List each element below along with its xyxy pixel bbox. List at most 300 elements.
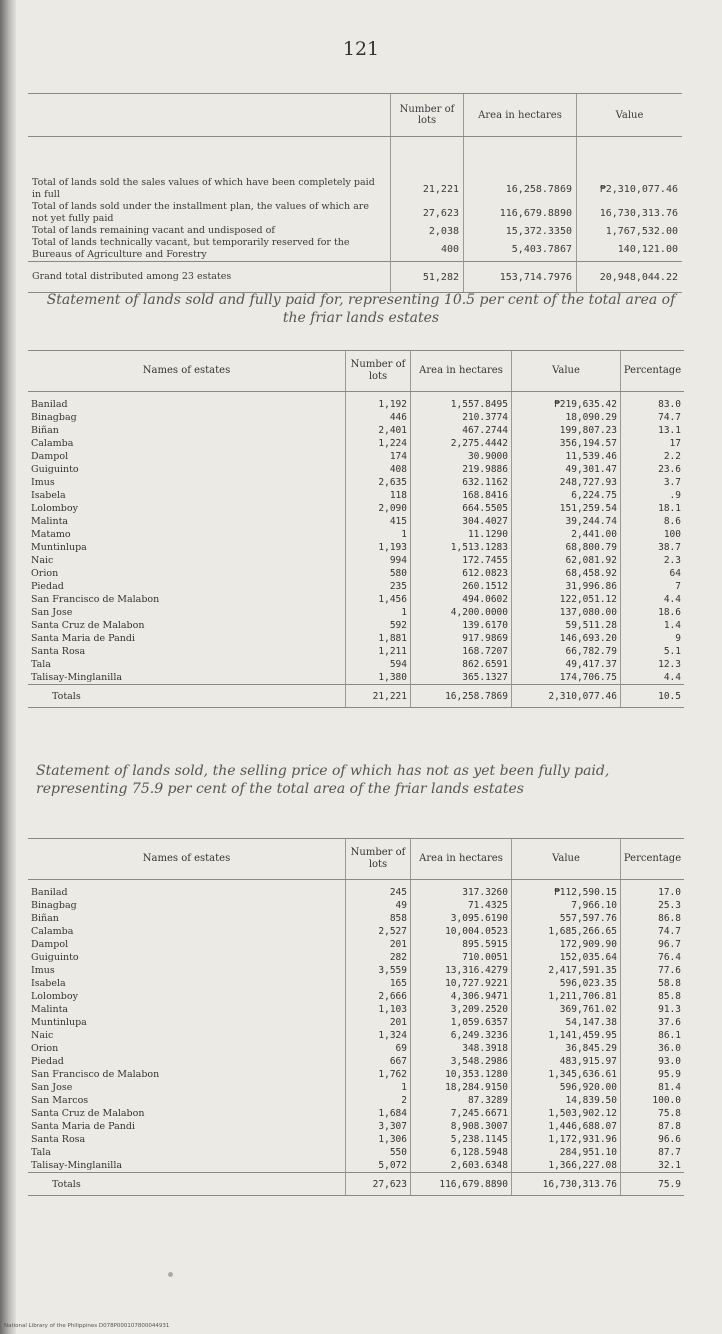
estate-row [28,1094,684,1107]
estate-value: 282 [346,951,411,964]
estate-value: 100 [621,528,685,541]
estate-row [28,580,684,593]
estate-name: Orion [31,568,59,579]
estate-value: 201 [346,938,411,951]
estate-value: 408 [346,463,411,476]
estate-value: 6,224.75 [512,489,621,502]
summary-row-lots: 2,038 [391,225,464,237]
estate-value: 146,693.20 [512,632,621,645]
estate-row [28,1029,684,1042]
estate-value: 91.3 [621,1003,685,1016]
estate-value: 66,782.79 [512,645,621,658]
estate-value: 68,458.92 [512,567,621,580]
estate-value: 1,513.1283 [411,541,512,554]
estate-name: Dampol [31,939,69,950]
estate-name: Lolomboy [31,503,78,514]
estate-value: 260.1512 [411,580,512,593]
estate-value: 96.6 [621,1133,685,1146]
estate-name: Santa Maria de Pandi [31,633,136,644]
estate-value: 87.7 [621,1146,685,1159]
estate-value: 1,762 [346,1068,411,1081]
summary-row-value: 140,121.00 [577,237,683,262]
estate-name: Lolomboy [31,991,78,1002]
estate-row [28,489,684,502]
estate-value: 74.7 [621,925,685,938]
estate-value: 1 [346,1081,411,1094]
estate-value: 550 [346,1146,411,1159]
estate-value: 10,727.9221 [411,977,512,990]
estate-name: Dampol [31,451,69,462]
estate-name: Matamo [31,529,71,540]
estate-value: 64 [621,567,685,580]
estate-name: Isabela [31,978,66,989]
grand-total-lots: 51,282 [391,262,464,293]
estate-value: 199,807.23 [512,424,621,437]
grand-total-label: Grand total distributed among 23 estates [28,262,391,293]
estate-value: 10,353.1280 [411,1068,512,1081]
estate-value: 168.8416 [411,489,512,502]
statement1-header-cell: Percentage [621,351,685,392]
estate-name: San Francisco de Malabon [31,1069,160,1080]
estate-row [28,463,684,476]
estate-value: 87.8 [621,1120,685,1133]
estate-row [28,912,684,925]
estate-value: ₱219,635.42 [512,392,621,412]
summary-row-area: 16,258.7869 [464,137,577,202]
estate-value: 612.0823 [411,567,512,580]
estate-value: 17 [621,437,685,450]
estate-value: 122,051.12 [512,593,621,606]
estate-value: 594 [346,658,411,671]
estate-value: 2,635 [346,476,411,489]
estate-row [28,502,684,515]
estate-value: 245 [346,880,411,900]
estate-value: 59,511.28 [512,619,621,632]
statement2-title: Statement of lands sold, the selling price of which has not as yet been fully paid, representing 75.9 per cent of the total area of the friar lands estates [36,763,610,797]
estate-value: 5,072 [346,1159,411,1173]
totals-value: 2,310,077.46 [512,685,621,708]
estate-value: 5,238.1145 [411,1133,512,1146]
estate-value: 1,211,706.81 [512,990,621,1003]
estate-value: 248,727.93 [512,476,621,489]
estate-value: 7,966.10 [512,899,621,912]
estate-value: 11.1290 [411,528,512,541]
estate-value: 75.8 [621,1107,685,1120]
estate-value: 36.0 [621,1042,685,1055]
estate-value: 3,095.6190 [411,912,512,925]
summary-row-value: 1,767,532.00 [577,225,683,237]
estate-value: 994 [346,554,411,567]
statement1-header-cell: Number of lots [346,351,411,392]
estate-name: Guiguinto [31,952,79,963]
estate-value: 100.0 [621,1094,685,1107]
statement1-table [28,350,684,708]
estate-name: San Marcos [31,1095,89,1106]
summary-row-label: Total of lands sold under the installment plan, the values of which are not yet fully paid [32,201,369,224]
summary-row-lots: 27,623 [391,201,464,225]
estate-value: 172.7455 [411,554,512,567]
totals-label: Totals [28,685,346,708]
estate-row [28,392,684,412]
estate-value: 1,172,931.96 [512,1133,621,1146]
estate-value: 2,275.4442 [411,437,512,450]
estate-row [28,593,684,606]
estate-value: 8,908.3007 [411,1120,512,1133]
summary-header-lots: Number of lots [391,94,464,137]
estate-name: Muntinlupa [31,542,87,553]
estate-row [28,567,684,580]
estate-value: 3,559 [346,964,411,977]
estate-row [28,1055,684,1068]
estate-value: 2,527 [346,925,411,938]
estate-value: 32.1 [621,1159,685,1173]
estate-value: 8.6 [621,515,685,528]
summary-row-label: Total of lands remaining vacant and undisposed of [32,225,275,236]
estate-value: 3,307 [346,1120,411,1133]
estate-value: 710.0051 [411,951,512,964]
estate-value: 93.0 [621,1055,685,1068]
estate-value: 483,915.97 [512,1055,621,1068]
totals-value: 10.5 [621,685,685,708]
estate-value: 5.1 [621,645,685,658]
estate-value: 1 [346,606,411,619]
estate-value: 165 [346,977,411,990]
estate-value: 86.1 [621,1029,685,1042]
estate-value: 76.4 [621,951,685,964]
estate-value: 49,301.47 [512,463,621,476]
estate-value: 13.1 [621,424,685,437]
estate-row [28,554,684,567]
estate-value: 74.7 [621,411,685,424]
estate-value: 62,081.92 [512,554,621,567]
estate-value: 174,706.75 [512,671,621,685]
estate-value: 69 [346,1042,411,1055]
estate-value: 83.0 [621,392,685,412]
estate-name: San Jose [31,1082,73,1093]
summary-row-lots: 21,221 [391,137,464,202]
estate-value: 1,193 [346,541,411,554]
statement2-header-cell: Area in hectares [411,839,512,880]
estate-row [28,671,684,685]
estate-value: 1,324 [346,1029,411,1042]
estate-value: 369,761.02 [512,1003,621,1016]
estate-name: Biñan [31,425,59,436]
estate-value: 30.9000 [411,450,512,463]
estate-value: 4.4 [621,671,685,685]
estate-value: 1.4 [621,619,685,632]
estate-value: 58.8 [621,977,685,990]
estate-value: 10,004.0523 [411,925,512,938]
estate-row [28,1081,684,1094]
statement2-header-cell: Value [512,839,621,880]
estate-value: 23.6 [621,463,685,476]
estate-value: 17.0 [621,880,685,900]
summary-row-value: 16,730,313.76 [577,201,683,225]
estate-name: Orion [31,1043,59,1054]
estate-name: San Francisco de Malabon [31,594,160,605]
summary-grand-total-row [28,262,682,293]
estate-name: Binagbag [31,412,77,423]
estate-value: 96.7 [621,938,685,951]
estate-row [28,606,684,619]
estate-row [28,1003,684,1016]
summary-row [28,237,682,262]
estate-row [28,899,684,912]
estate-value: 13,316.4279 [411,964,512,977]
estate-name: Piedad [31,1056,64,1067]
estate-row [28,1068,684,1081]
estate-row [28,450,684,463]
estate-name: Banilad [31,399,68,410]
estate-value: 174 [346,450,411,463]
estate-row [28,977,684,990]
estate-row [28,964,684,977]
estate-value: 1,881 [346,632,411,645]
estate-name: Santa Rosa [31,1134,86,1145]
estate-name: Santa Cruz de Malabon [31,620,145,631]
estate-name: Talisay-Minglanilla [31,672,123,683]
estate-value: 2,441.00 [512,528,621,541]
totals-label: Totals [28,1173,346,1196]
statement1-header-row [28,351,684,392]
estate-name: Calamba [31,438,74,449]
estate-value: 1,211 [346,645,411,658]
estate-value: 862.6591 [411,658,512,671]
estate-value: .9 [621,489,685,502]
estate-value: 2,401 [346,424,411,437]
estate-value: 365.1327 [411,671,512,685]
estate-value: 1,192 [346,392,411,412]
estate-value: 168.7207 [411,645,512,658]
totals-value: 16,258.7869 [411,685,512,708]
estate-value: 1,141,459.95 [512,1029,621,1042]
estate-row [28,476,684,489]
statement2-table [28,838,684,1196]
estate-value: 36,845.29 [512,1042,621,1055]
estate-value: 1,685,266.65 [512,925,621,938]
summary-header-value: Value [577,94,683,137]
estate-value: 1,345,636.61 [512,1068,621,1081]
estate-name: Calamba [31,926,74,937]
estate-value: 667 [346,1055,411,1068]
estate-value: 139.6170 [411,619,512,632]
estate-row [28,541,684,554]
estate-value: 18.1 [621,502,685,515]
statement2-totals-row [28,1173,684,1196]
estate-value: 348.3918 [411,1042,512,1055]
estate-value: 1,446,688.07 [512,1120,621,1133]
estate-value: 3,209.2520 [411,1003,512,1016]
statement1-title: Statement of lands sold and fully paid for, representing 10.5 per cent of the total area of the friar lands estates [46,292,676,326]
estate-name: Imus [31,965,55,976]
estate-row [28,880,684,900]
estate-row [28,658,684,671]
summary-row-label: Total of lands sold the sales values of which have been completely paid in full [32,177,375,200]
statement2-header-cell: Percentage [621,839,685,880]
estate-value: 2,417,591.35 [512,964,621,977]
estate-value: 9 [621,632,685,645]
estate-value: 25.3 [621,899,685,912]
estate-value: 31,996.86 [512,580,621,593]
estate-value: 1,456 [346,593,411,606]
estate-value: 415 [346,515,411,528]
estate-value: 1,103 [346,1003,411,1016]
statement2-header-cell: Number of lots [346,839,411,880]
estate-name: Malinta [31,516,69,527]
estate-value: 172,909.90 [512,938,621,951]
estate-value: 201 [346,1016,411,1029]
estate-value: 1,684 [346,1107,411,1120]
estate-row [28,645,684,658]
estate-row [28,632,684,645]
estate-value: 596,023.35 [512,977,621,990]
estate-name: Banilad [31,887,68,898]
estate-value: 14,839.50 [512,1094,621,1107]
totals-value: 116,679.8890 [411,1173,512,1196]
estate-value: 4,306.9471 [411,990,512,1003]
estate-name: Biñan [31,913,59,924]
estate-value: 580 [346,567,411,580]
estate-value: 664.5505 [411,502,512,515]
estate-value: 39,244.74 [512,515,621,528]
summary-header-blank [28,94,391,137]
estate-value: 219.9886 [411,463,512,476]
estate-value: 1,224 [346,437,411,450]
estate-name: Binagbag [31,900,77,911]
estate-row [28,1042,684,1055]
estate-name: Muntinlupa [31,1017,87,1028]
estate-value: 6,128.5948 [411,1146,512,1159]
totals-value: 16,730,313.76 [512,1173,621,1196]
estate-value: 2.2 [621,450,685,463]
estate-value: 632.1162 [411,476,512,489]
estate-name: Piedad [31,581,64,592]
estate-name: Talisay-Minglanilla [31,1160,123,1171]
estate-value: 118 [346,489,411,502]
estate-value: 446 [346,411,411,424]
estate-row [28,951,684,964]
statement1-header-cell: Area in hectares [411,351,512,392]
estate-row [28,619,684,632]
estate-value: 356,194.57 [512,437,621,450]
estate-row [28,925,684,938]
estate-value: 596,920.00 [512,1081,621,1094]
grand-total-area: 153,714.7976 [464,262,577,293]
estate-value: 2,603.6348 [411,1159,512,1173]
estate-value: ₱112,590.15 [512,880,621,900]
estate-value: 37.6 [621,1016,685,1029]
estate-row [28,1146,684,1159]
summary-table [28,93,682,293]
summary-row [28,137,682,202]
estate-value: 18,090.29 [512,411,621,424]
statement1-header-cell: Value [512,351,621,392]
estate-value: 2 [346,1094,411,1107]
estate-value: 210.3774 [411,411,512,424]
summary-row-lots: 400 [391,237,464,262]
estate-value: 81.4 [621,1081,685,1094]
estate-name: Malinta [31,1004,69,1015]
estate-value: 895.5915 [411,938,512,951]
estate-row [28,938,684,951]
estate-row [28,515,684,528]
estate-value: 467.2744 [411,424,512,437]
statement2-header-cell: Names of estates [28,839,346,880]
estate-value: 18.6 [621,606,685,619]
statement1-header-cell: Names of estates [28,351,346,392]
estate-value: 85.8 [621,990,685,1003]
summary-row [28,201,682,225]
estate-value: 18,284.9150 [411,1081,512,1094]
estate-value: 71.4325 [411,899,512,912]
estate-value: 95.9 [621,1068,685,1081]
library-footer: National Library of the Philippines D078P000107800044931 [4,1323,170,1329]
estate-row [28,990,684,1003]
estate-row [28,424,684,437]
estate-value: 68,800.79 [512,541,621,554]
estate-value: 86.8 [621,912,685,925]
estate-value: 494.0602 [411,593,512,606]
estate-value: 87.3289 [411,1094,512,1107]
estate-value: 592 [346,619,411,632]
estate-name: San Jose [31,607,73,618]
estate-value: 304.4027 [411,515,512,528]
estate-value: 4.4 [621,593,685,606]
estate-value: 38.7 [621,541,685,554]
estate-row [28,411,684,424]
estate-value: 1,306 [346,1133,411,1146]
estate-value: 4,200.0000 [411,606,512,619]
estate-value: 1,503,902.12 [512,1107,621,1120]
estate-value: 2,666 [346,990,411,1003]
estate-value: 7 [621,580,685,593]
estate-name: Guiguinto [31,464,79,475]
totals-value: 21,221 [346,685,411,708]
estate-row [28,1016,684,1029]
grand-total-value: 20,948,044.22 [577,262,683,293]
page-number: 121 [342,38,380,60]
estate-value: 7,245.6671 [411,1107,512,1120]
estate-value: 151,259.54 [512,502,621,515]
estate-name: Isabela [31,490,66,501]
estate-value: 2,090 [346,502,411,515]
estate-value: 137,080.00 [512,606,621,619]
estate-row [28,1133,684,1146]
estate-value: 12.3 [621,658,685,671]
estate-name: Santa Maria de Pandi [31,1121,136,1132]
estate-value: 917.9869 [411,632,512,645]
totals-value: 27,623 [346,1173,411,1196]
statement2-header-row [28,839,684,880]
estate-row [28,1107,684,1120]
summary-row-label: Total of lands technically vacant, but temporarily reserved for the Bureaus of Agriculture and Forestry [32,237,350,260]
estate-value: 152,035.64 [512,951,621,964]
summary-header-area: Area in hectares [464,94,577,137]
estate-name: Tala [31,659,51,670]
estate-value: 1,557.8495 [411,392,512,412]
estate-value: 858 [346,912,411,925]
estate-name: Tala [31,1147,51,1158]
estate-name: Imus [31,477,55,488]
estate-value: 557,597.76 [512,912,621,925]
estate-value: 49,417.37 [512,658,621,671]
summary-row-area: 15,372.3350 [464,225,577,237]
estate-value: 284,951.10 [512,1146,621,1159]
estate-value: 54,147.38 [512,1016,621,1029]
estate-name: Naic [31,1030,54,1041]
estate-name: Santa Rosa [31,646,86,657]
estate-row [28,437,684,450]
